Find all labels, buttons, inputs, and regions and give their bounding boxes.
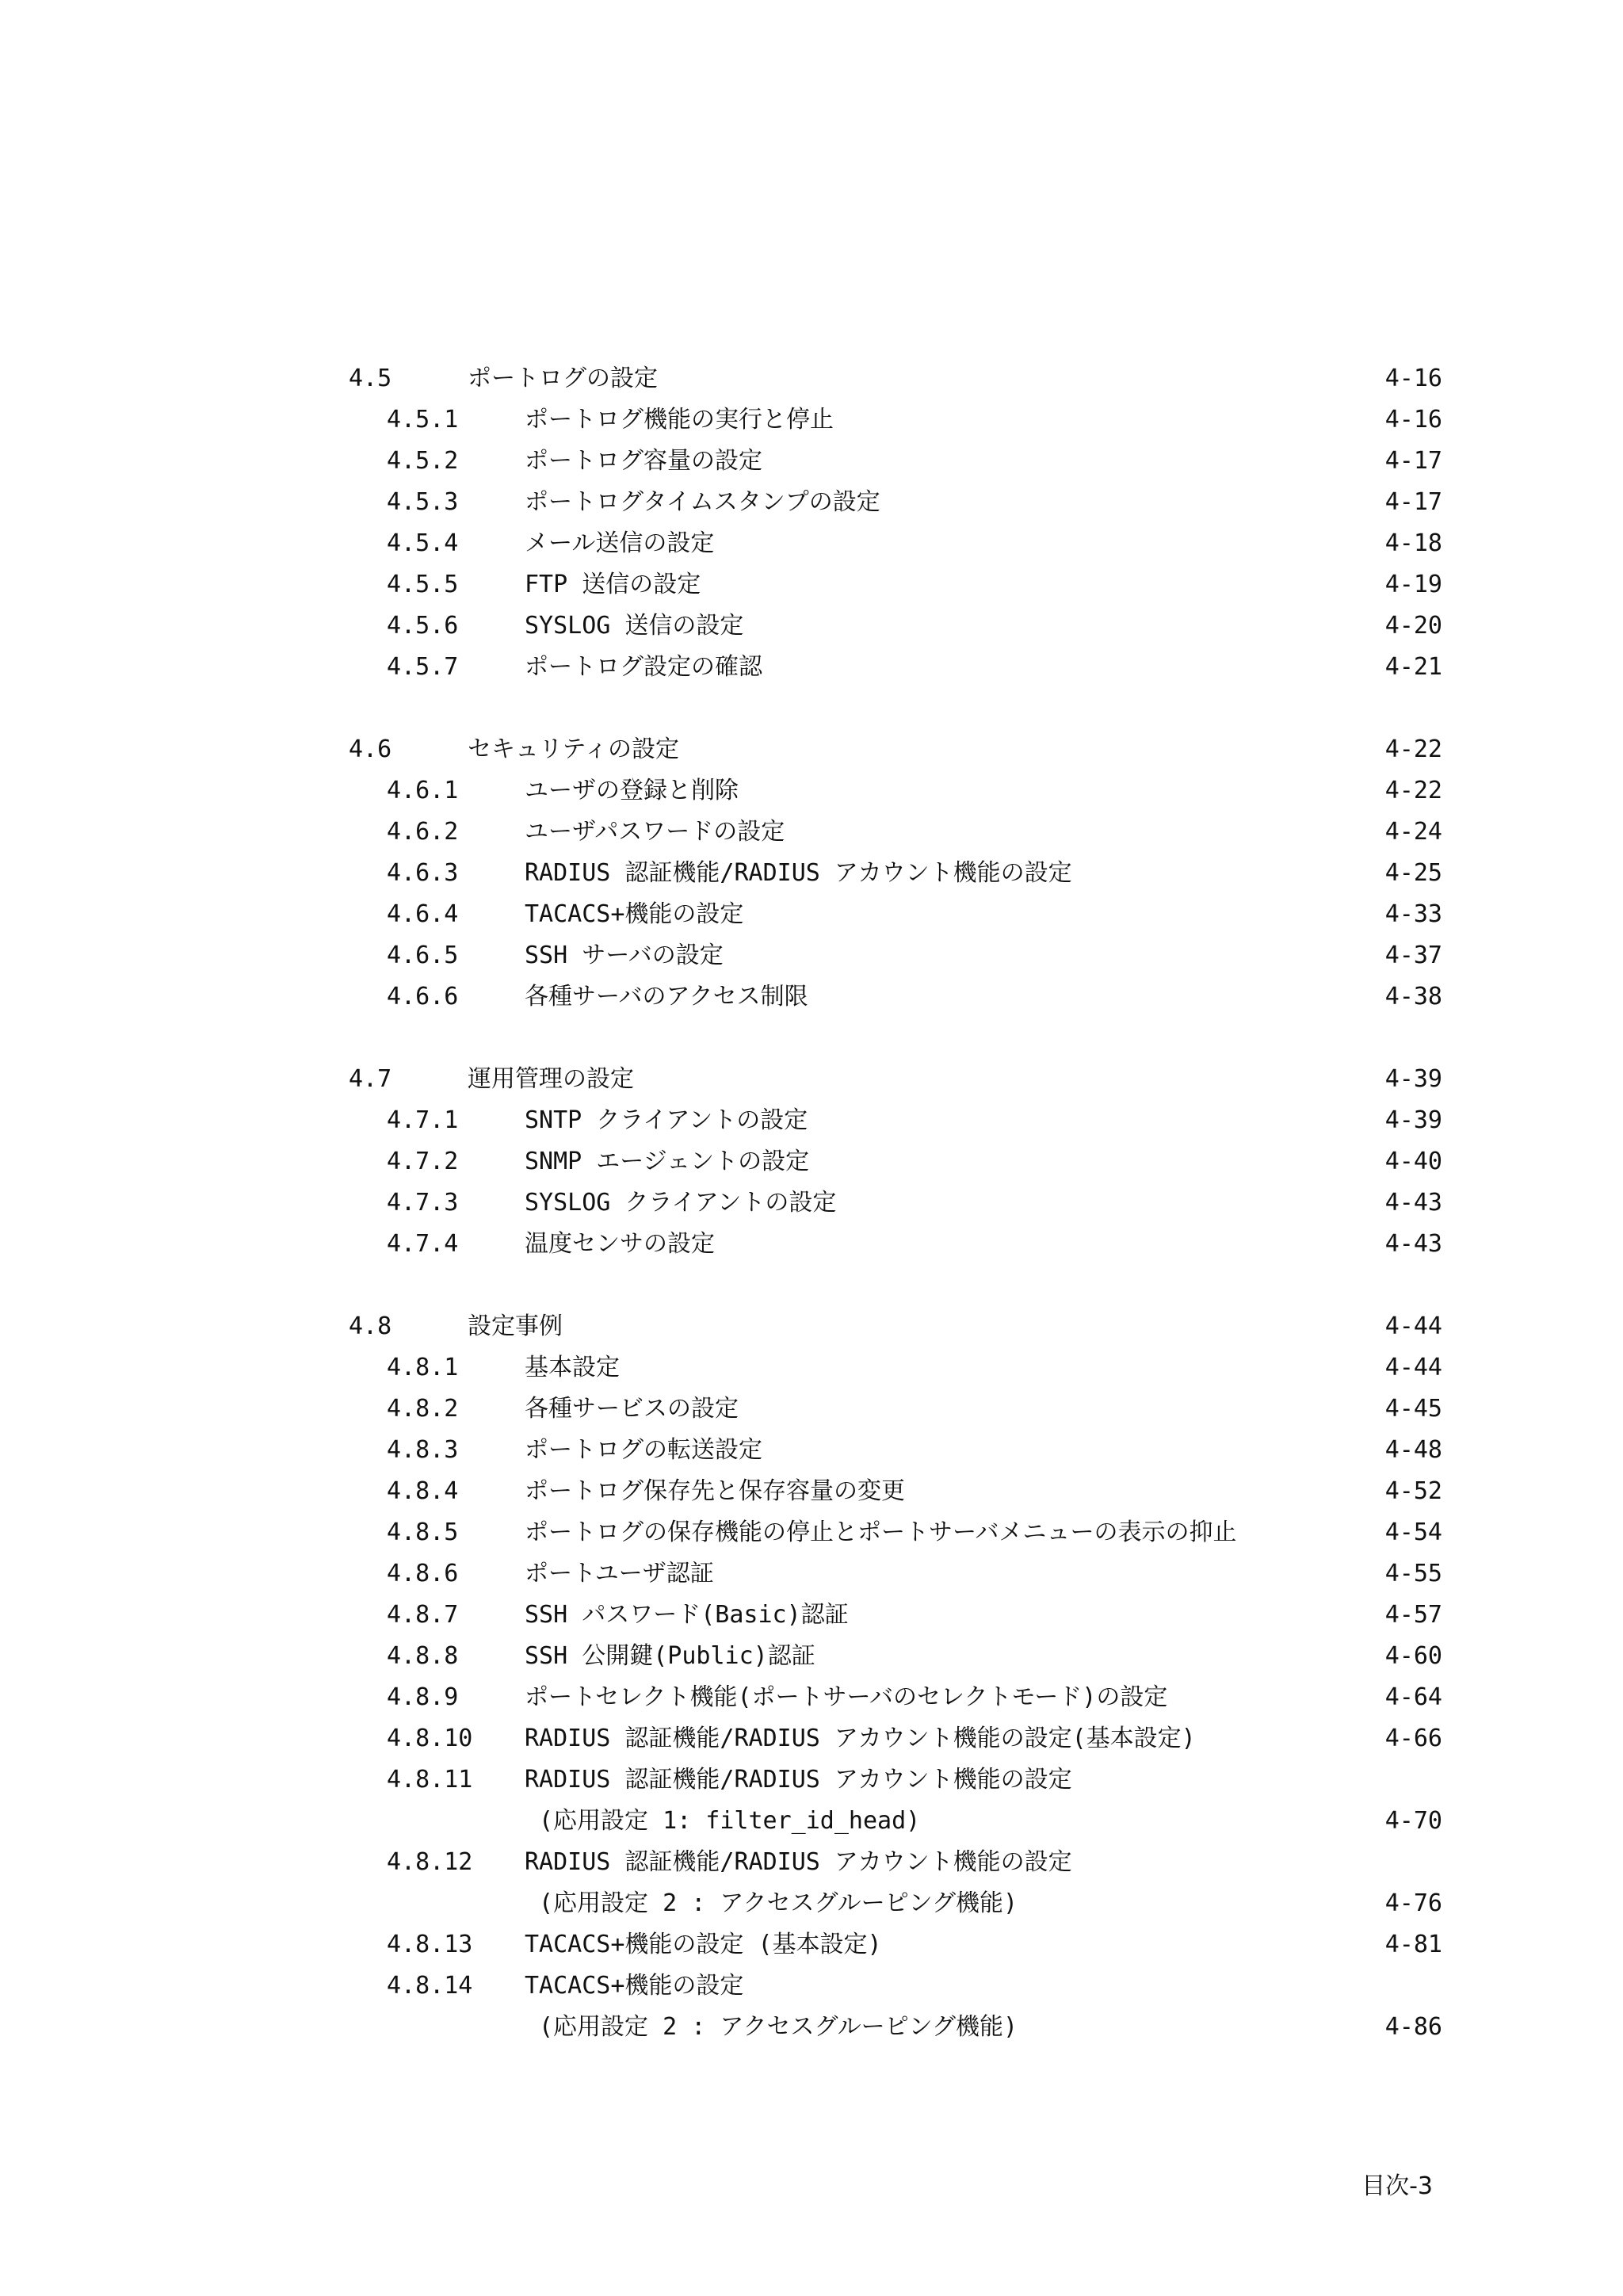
entry-title: SYSLOG 送信の設定 [525,612,744,640]
toc-entry[interactable] [349,1100,1442,1141]
entry-title: 温度センサの設定 [525,1230,715,1258]
table-of-contents [349,358,1442,2089]
toc-entry[interactable] [349,1759,1442,1801]
entry-title: RADIUS 認証機能/RADIUS アカウント機能の設定 [525,1766,1072,1794]
page-number: 4-70 [1384,1807,1442,1835]
entry-number: 4.8.12 [387,1848,473,1876]
entry-number: 4.7.4 [387,1230,459,1258]
toc-entry[interactable] [349,1141,1442,1182]
toc-entry[interactable] [349,441,1442,482]
toc-entry[interactable] [349,1677,1442,1718]
page-number: 4-43 [1384,1230,1442,1258]
entry-number: 4.5.3 [387,488,459,516]
toc-entry[interactable] [349,1924,1442,1966]
entry-number: 4.8.10 [387,1725,473,1752]
entry-title: ポートログ機能の実行と停止 [525,406,834,434]
entry-title: ポートログ容量の設定 [525,447,762,475]
page-number: 4-44 [1384,1312,1442,1340]
toc-entry[interactable] [349,1430,1442,1471]
page-number: 4-18 [1384,529,1442,557]
toc-entry[interactable] [349,1553,1442,1595]
entry-title: ポートログ設定の確認 [525,653,762,681]
page-number: 4-39 [1384,1106,1442,1134]
toc-entry[interactable] [349,812,1442,853]
page-number: 4-38 [1384,983,1442,1010]
entry-number: 4.6.4 [387,900,459,928]
entry-number: 4.5.1 [387,406,459,434]
page-number: 4-37 [1384,942,1442,969]
entry-number: 4.8.2 [387,1395,459,1423]
toc-entry[interactable] [349,1636,1442,1677]
entry-title: RADIUS 認証機能/RADIUS アカウント機能の設定(基本設定) [525,1725,1196,1752]
page-number: 4-81 [1384,1931,1442,1958]
entry-number: 4.7.1 [387,1106,459,1134]
entry-title: ポートセレクト機能(ポートサーバのセレクトモード)の設定 [525,1683,1168,1711]
entry-number: 4.6.2 [387,818,459,846]
entry-number: 4.5.2 [387,447,459,475]
toc-entry[interactable] [349,894,1442,935]
entry-title: 基本設定 [525,1354,620,1381]
entry-number: 4.8.13 [387,1931,473,1958]
toc-entry[interactable] [349,935,1442,976]
toc-entry[interactable] [349,1182,1442,1224]
entry-number: 4.8.14 [387,1972,473,2000]
toc-entry[interactable] [349,1966,1442,2007]
entry-number: 4.8.9 [387,1683,459,1711]
page-number: 4-21 [1384,653,1442,681]
page-number: 4-22 [1384,735,1442,763]
page-number: 4-39 [1384,1065,1442,1093]
entry-number: 4.6.1 [387,777,459,804]
entry-title: ポートログの保存機能の停止とポートサーバメニューの表示の抑止 [525,1519,1237,1546]
page-number: 4-20 [1384,612,1442,640]
entry-title: ユーザパスワードの設定 [525,818,785,846]
section-number: 4.7 [349,1065,392,1093]
toc-entry[interactable] [349,647,1442,688]
toc-entry[interactable] [349,1512,1442,1553]
toc-entry[interactable] [349,1471,1442,1512]
entry-title: SNTP クライアントの設定 [525,1106,808,1134]
section-title: セキュリティの設定 [468,735,679,763]
toc-entry[interactable] [349,1347,1442,1389]
entry-number: 4.8.5 [387,1519,459,1546]
page-number: 4-44 [1384,1354,1442,1381]
toc-entry[interactable] [349,976,1442,1018]
page-number: 4-16 [1384,406,1442,434]
section-title: 設定事例 [468,1312,563,1340]
entry-title: RADIUS 認証機能/RADIUS アカウント機能の設定 [525,859,1072,887]
toc-heading[interactable] [349,1306,1442,1347]
entry-title: ポートユーザ認証 [525,1560,714,1587]
section-number: 4.6 [349,735,392,763]
page-number: 4-55 [1384,1560,1442,1587]
page-number: 4-33 [1384,900,1442,928]
entry-title: TACACS+機能の設定 [525,1972,744,2000]
page-number: 4-25 [1384,859,1442,887]
entry-number: 4.6.3 [387,859,459,887]
page-number: 4-22 [1384,777,1442,804]
entry-title: SSH サーバの設定 [525,942,724,969]
toc-section-4-6 [349,729,1442,1018]
toc-heading[interactable] [349,729,1442,770]
toc-entry[interactable] [349,399,1442,441]
page-number: 4-40 [1384,1148,1442,1175]
section-title: 運用管理の設定 [468,1065,634,1093]
section-number: 4.5 [349,365,392,392]
entry-number: 4.6.6 [387,983,459,1010]
entry-number: 4.8.6 [387,1560,459,1587]
entry-title-continuation: (応用設定 1: filter_id_head) [539,1807,921,1835]
toc-entry[interactable] [349,1389,1442,1430]
toc-entry[interactable] [349,770,1442,812]
entry-title: ユーザの登録と削除 [525,777,739,804]
entry-number: 4.8.1 [387,1354,459,1381]
toc-entry[interactable] [349,1842,1442,1883]
entry-title: 各種サービスの設定 [525,1395,739,1423]
entry-number: 4.5.4 [387,529,459,557]
toc-section-4-7 [349,1059,1442,1265]
toc-entry-continuation[interactable] [349,2007,1442,2048]
page-number: 4-24 [1384,818,1442,846]
toc-entry[interactable] [349,482,1442,523]
page-number: 4-64 [1384,1683,1442,1711]
entry-number: 4.6.5 [387,942,459,969]
entry-title: 各種サーバのアクセス制限 [525,983,808,1010]
toc-heading[interactable] [349,358,1442,399]
toc-heading[interactable] [349,1059,1442,1100]
page-number: 4-17 [1384,488,1442,516]
entry-title: FTP 送信の設定 [525,571,701,598]
section-title: ポートログの設定 [468,365,658,392]
page-number: 4-86 [1384,2013,1442,2041]
entry-title: メール送信の設定 [525,529,715,557]
entry-number: 4.8.8 [387,1642,459,1670]
page-number: 4-16 [1384,365,1442,392]
entry-number: 4.5.6 [387,612,459,640]
page-number: 4-76 [1384,1889,1442,1917]
entry-title: TACACS+機能の設定 (基本設定) [525,1931,882,1958]
entry-number: 4.8.4 [387,1477,459,1505]
entry-title: TACACS+機能の設定 [525,900,744,928]
toc-entry-continuation[interactable] [349,1801,1442,1842]
toc-entry-continuation[interactable] [349,1883,1442,1924]
page-number: 4-66 [1384,1725,1442,1752]
toc-entry[interactable] [349,523,1442,564]
toc-entry[interactable] [349,1224,1442,1265]
page-number: 4-57 [1384,1601,1442,1629]
toc-entry[interactable] [349,1595,1442,1636]
page-number: 4-52 [1384,1477,1442,1505]
entry-title-continuation: (応用設定 2 : アクセスグルーピング機能) [539,1889,1018,1917]
toc-entry[interactable] [349,606,1442,647]
page-footer-label: 目次-3 [1361,2172,1433,2200]
toc-entry[interactable] [349,853,1442,894]
entry-number: 4.8.3 [387,1436,459,1464]
toc-entry[interactable] [349,1718,1442,1759]
entry-title: SNMP エージェントの設定 [525,1148,810,1175]
entry-number: 4.7.2 [387,1148,459,1175]
toc-entry[interactable] [349,564,1442,606]
entry-number: 4.8.7 [387,1601,459,1629]
entry-number: 4.5.7 [387,653,459,681]
page-number: 4-54 [1384,1519,1442,1546]
page-number: 4-48 [1384,1436,1442,1464]
toc-section-4-5 [349,358,1442,688]
entry-title: SSH パスワード(Basic)認証 [525,1601,849,1629]
page-number: 4-45 [1384,1395,1442,1423]
entry-title: ポートログの転送設定 [525,1436,762,1464]
entry-title: SSH 公開鍵(Public)認証 [525,1642,815,1670]
entry-number: 4.8.11 [387,1766,473,1794]
toc-section-4-8 [349,1306,1442,2048]
page-number: 4-60 [1384,1642,1442,1670]
entry-number: 4.7.3 [387,1189,459,1217]
page-number: 4-19 [1384,571,1442,598]
page-number: 4-43 [1384,1189,1442,1217]
entry-title: SYSLOG クライアントの設定 [525,1189,837,1217]
entry-title-continuation: (応用設定 2 : アクセスグルーピング機能) [539,2013,1018,2041]
entry-title: ポートログ保存先と保存容量の変更 [525,1477,905,1505]
entry-number: 4.5.5 [387,571,459,598]
page-number: 4-17 [1384,447,1442,475]
section-number: 4.8 [349,1312,392,1340]
entry-title: RADIUS 認証機能/RADIUS アカウント機能の設定 [525,1848,1072,1876]
entry-title: ポートログタイムスタンプの設定 [525,488,880,516]
